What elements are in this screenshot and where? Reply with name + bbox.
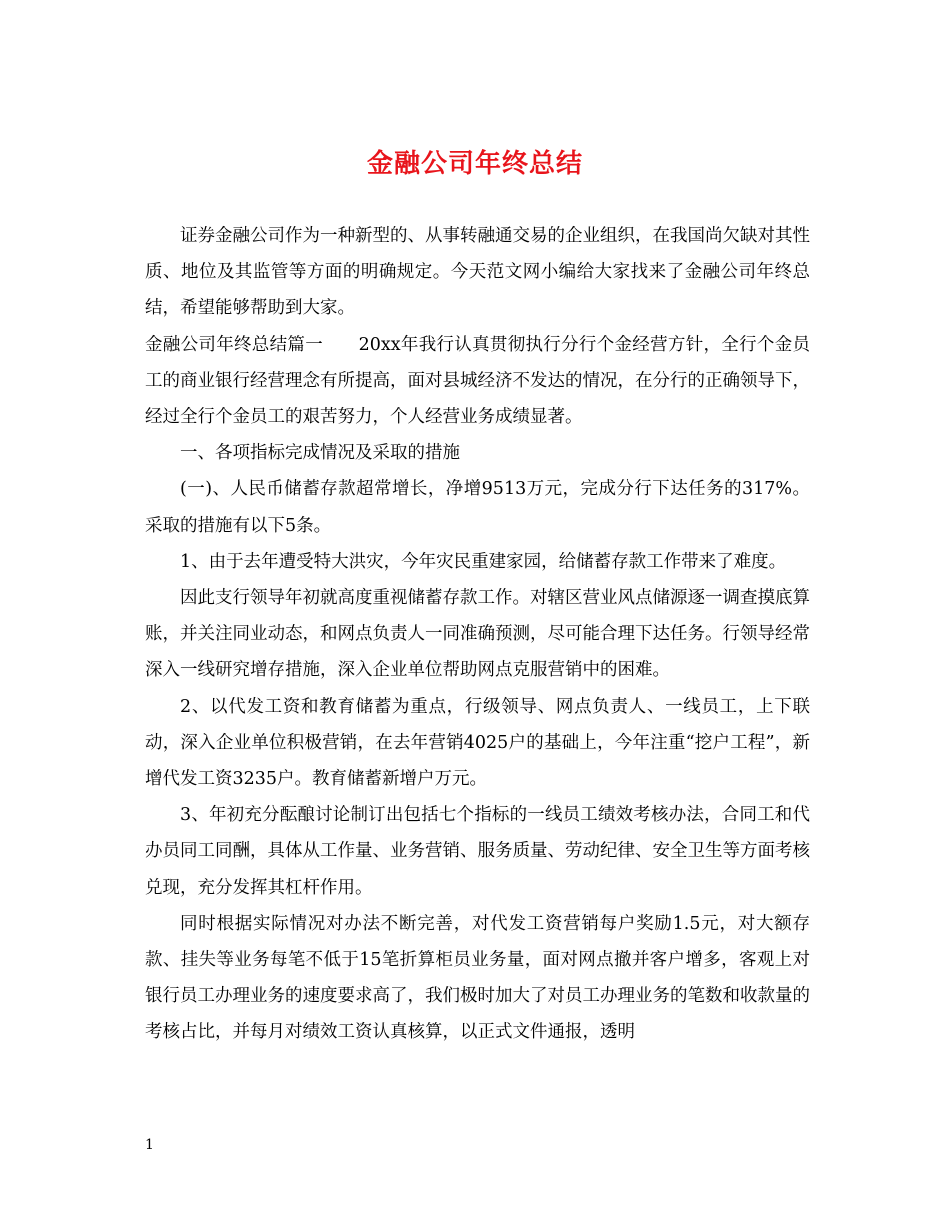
paragraph-measure-1-detail: 因此支行领导年初就高度重视储蓄存款工作。对辖区营业风点储源逐一调查摸底算账，并关注同业动态，和网点负责人一同准确预测，尽可能合理下达任务。行领导经常深入一线研究增存措施，深入企业单位帮助网点克服营销中的困难。 bbox=[145, 588, 810, 681]
paragraph-deposit-growth: (一)、人民币储蓄存款超常增长，净增9513万元，完成分行下达任务的317%。采取的措施有以下5条。 bbox=[145, 479, 810, 536]
document-body bbox=[145, 218, 810, 1051]
paragraph-measure-3: 3、年初充分酝酿讨论制订出包括七个指标的一线员工绩效考核办法，合同工和代办员同工同酬，具体从工作量、业务营销、服务质量、劳动纪律、安全卫生等方面考核兑现，充分发挥其杠杆作用。 bbox=[145, 805, 810, 898]
page-number: 1 bbox=[145, 1137, 154, 1153]
paragraph-section-one-lead: 金融公司年终总结篇一 20xx年我行认真贯彻执行分行个金经营方针，全行个金员工的商业银行经营理念有所提高，面对县城经济不发达的情况，在分行的正确领导下，经过全行个金员工的艰苦努力，个人经营业务成绩显著。 bbox=[145, 334, 810, 428]
paragraph-intro: 证券金融公司作为一种新型的、从事转融通交易的企业组织，在我国尚欠缺对其性质、地位及其监管等方面的明确规定。今天范文网小编给大家找来了金融公司年终总结，希望能够帮助到大家。 bbox=[145, 226, 810, 319]
paragraph-measure-2: 2、以代发工资和教育储蓄为重点，行级领导、网点负责人、一线员工，上下联动，深入企业单位积极营销，在去年营销4025户的基础上，今年注重“挖户工程”，新增代发工资3235户。教育储蓄新增户万元。 bbox=[145, 696, 810, 790]
document-title: 金融公司年终总结 bbox=[366, 149, 583, 179]
paragraph-measure-3-detail: 同时根据实际情况对办法不断完善，对代发工资营销每户奖励1.5元，对大额存款、挂失等业务每笔不低于15笔折算柜员业务量，面对网点撤并客户增多，客观上对银行员工办理业务的速度要求高了，我们极时加大了对员工办理业务的笔数和收款量的考核占比，并每月对绩效工资认真核算，以正式文件通报，透明 bbox=[145, 913, 810, 1043]
paragraph-measure-1: 1、由于去年遭受特大洪灾，今年灾民重建家园，给储蓄存款工作带来了难度。 bbox=[180, 551, 787, 572]
paragraph-heading-indicators: 一、各项指标完成情况及采取的措施 bbox=[180, 443, 460, 464]
